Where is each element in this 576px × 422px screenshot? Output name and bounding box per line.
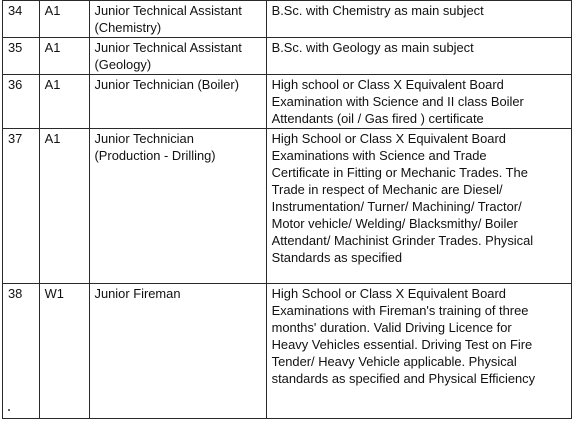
table-row xyxy=(3,75,572,129)
qualification-cell: High School or Class X Equivalent Board Examinations with Science and Trade Certificate in Fitting or Mechanic Trades. The Trade in respect of Mechanic are Diesel/ Instrumentation/ Turner/ Machining/ Tractor/ Motor vehicle/ Welding/ Blacksmithy/ Boiler Attendant/ Machinist Grinder Trades. Physical Standards as specified xyxy=(266,129,571,284)
qualification-cell: B.Sc. with Chemistry as main subject xyxy=(266,1,571,38)
category-cell: A1 xyxy=(39,1,89,38)
stray-dot-mark xyxy=(8,409,10,411)
qualification-cell: B.Sc. with Geology as main subject xyxy=(266,38,571,75)
qualification-cell: High School or Class X Equivalent Board Examinations with Fireman's training of three months' duration. Valid Driving Licence for Heavy Vehicles essential. Driving Test on Fire Tender/ Heavy Vehicle applicable. Physical standards as specified and Physical Efficiency xyxy=(266,284,571,419)
category-cell: A1 xyxy=(39,38,89,75)
post-name-cell: Junior Fireman xyxy=(89,284,266,419)
post-name-cell: Junior Technical Assistant (Geology) xyxy=(89,38,266,75)
post-name-cell: Junior Technical Assistant (Chemistry) xyxy=(89,1,266,38)
post-name-cell: Junior Technician (Production - Drilling) xyxy=(89,129,266,284)
table-row xyxy=(3,1,572,38)
serial-number-cell: 36 xyxy=(3,75,40,129)
table-row xyxy=(3,284,572,419)
serial-number-cell: 35 xyxy=(3,38,40,75)
category-cell: W1 xyxy=(39,284,89,419)
qualification-table xyxy=(2,0,572,419)
serial-number-cell: 38 xyxy=(3,284,40,419)
serial-number-cell: 34 xyxy=(3,1,40,38)
qualification-cell: High school or Class X Equivalent Board Examination with Science and II class Boiler Attendants (oil / Gas fired ) certificate xyxy=(266,75,571,129)
table-row xyxy=(3,129,572,284)
category-cell: A1 xyxy=(39,75,89,129)
post-name-cell: Junior Technician (Boiler) xyxy=(89,75,266,129)
category-cell: A1 xyxy=(39,129,89,284)
serial-number-cell: 37 xyxy=(3,129,40,284)
table-row xyxy=(3,38,572,75)
